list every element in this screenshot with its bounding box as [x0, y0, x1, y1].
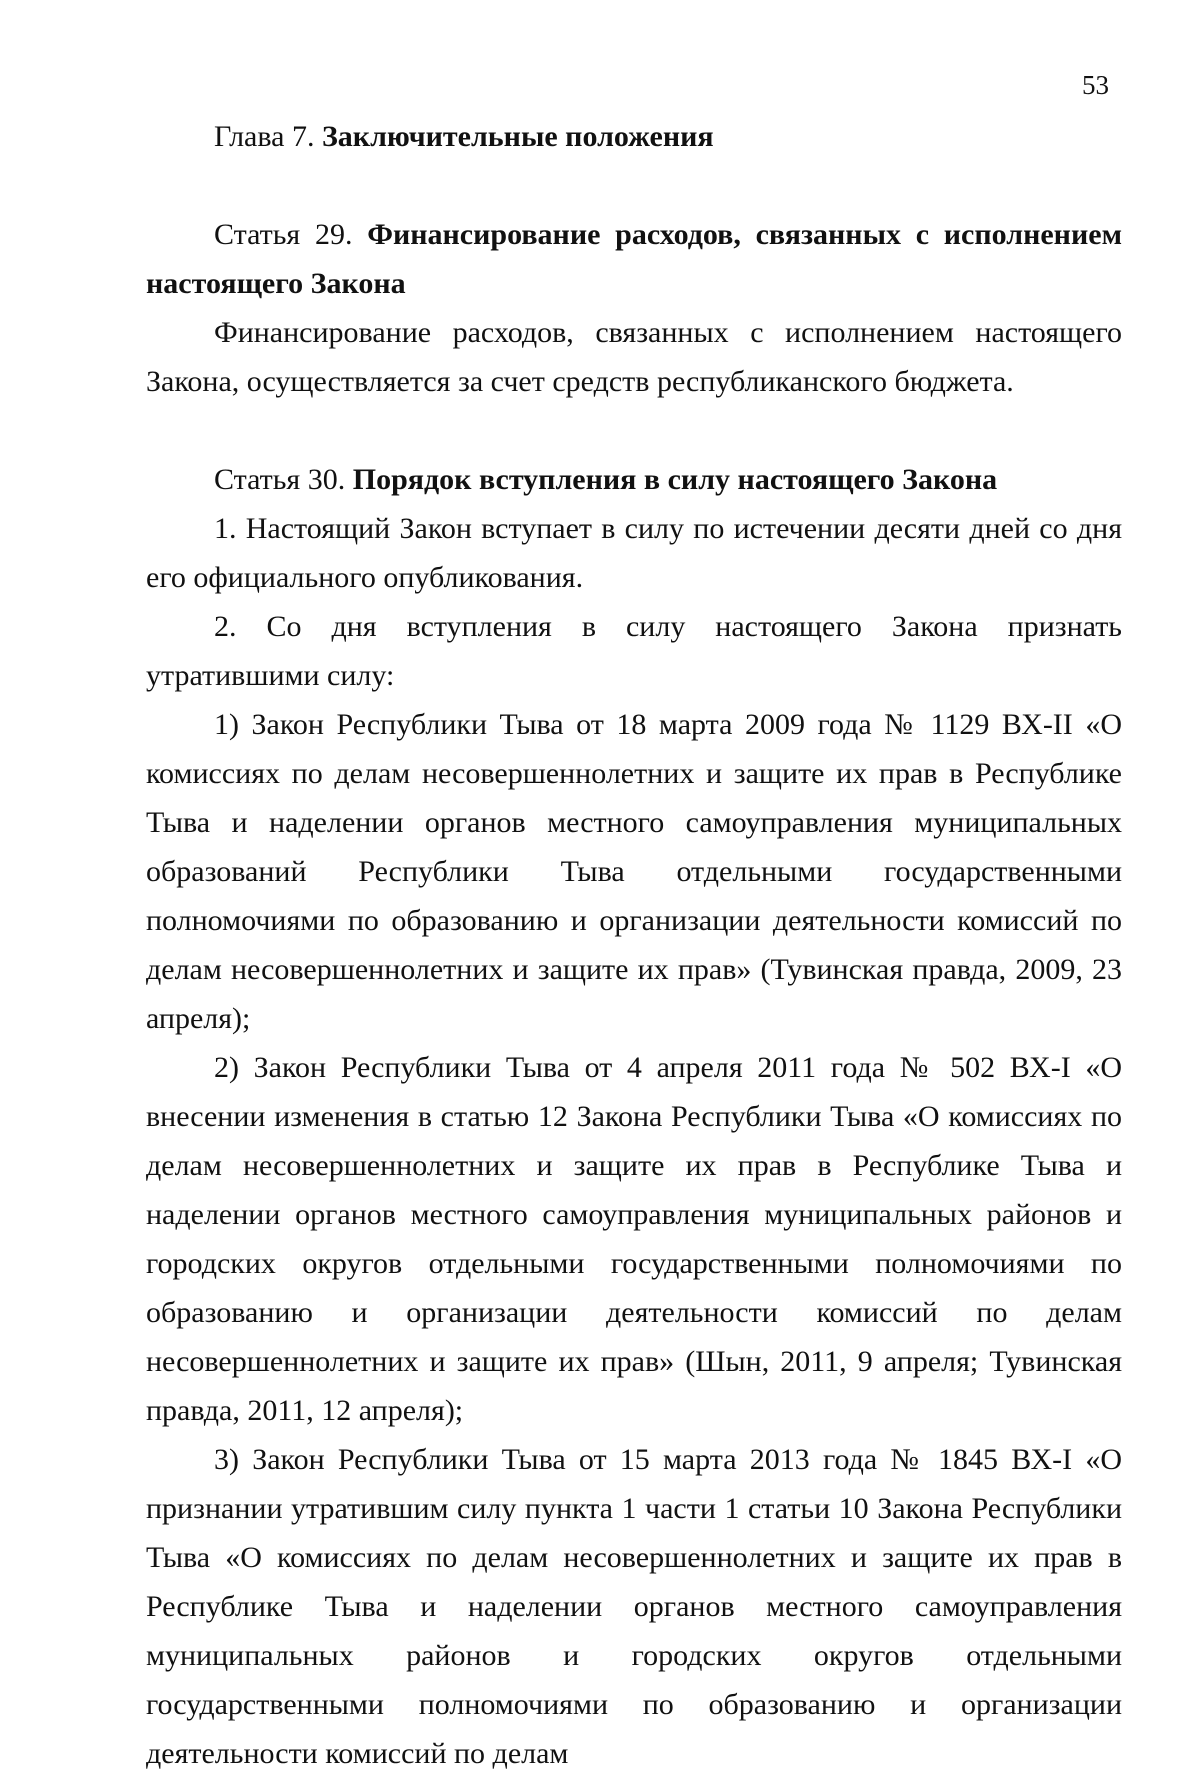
- article-30-paragraph: 3) Закон Республики Тыва от 15 марта 2013 года № 1845 ВХ-I «О признании утратившим силу пункта 1 части 1 статьи 10 Закона Республики Тыва «О комиссиях по делам несовершеннолетних и защите их прав в Республике Тыва и наделении органов местного самоуправления муниципальных районов и городских округов отдельными государственными полномочиями по образованию и организации деятельности комиссий по делам: [146, 1443, 1122, 1770]
- document-body: [146, 112, 1122, 1778]
- article-29-prefix: Статья 29.: [214, 218, 353, 251]
- article-30-title: Порядок вступления в силу настоящего Закона: [352, 463, 998, 496]
- chapter-title: Заключительные положения: [321, 120, 714, 153]
- chapter-heading: [146, 112, 1122, 161]
- article-30-paragraph: 1. Настоящий Закон вступает в силу по истечении десяти дней со дня его официального опубликования.: [146, 512, 1122, 594]
- chapter-prefix: Глава 7.: [214, 120, 315, 153]
- page-number: 53: [1082, 70, 1109, 100]
- article-30-prefix: Статья 30.: [214, 463, 346, 496]
- article-30-paragraph: 2) Закон Республики Тыва от 4 апреля 2011 года № 502 ВХ-I «О внесении изменения в статью 12 Закона Республики Тыва «О комиссиях по делам несовершеннолетних и защите их прав в Республике Тыва и наделении органов местного самоуправления муниципальных районов и городских округов отдельными государственными полномочиями по образованию и организации деятельности комиссий по делам несовершеннолетних и защите их прав» (Шын, 2011, 9 апреля; Тувинская правда, 2011, 12 апреля);: [146, 1051, 1122, 1427]
- article-30-paragraph: 1) Закон Республики Тыва от 18 марта 2009 года № 1129 ВХ-II «О комиссиях по делам несовершеннолетних и защите их прав в Республике Тыва и наделении органов местного самоуправления муниципальных образований Республики Тыва отдельными государственными полномочиями по образованию и организации деятельности комиссий по делам несовершеннолетних и защите их прав» (Тувинская правда, 2009, 23 апреля);: [146, 708, 1122, 1035]
- article-29-title: Финансирование расходов, связанных с исполнением настоящего Закона: [146, 218, 1123, 300]
- article-30-paragraph: 2. Со дня вступления в силу настоящего Закона признать утратившими силу:: [146, 610, 1122, 692]
- article-29-body: Финансирование расходов, связанных с исполнением настоящего Закона, осуществляется за счет средств республиканского бюджета.: [146, 316, 1122, 398]
- article-30-heading: [146, 455, 1122, 504]
- article-29-heading: [146, 210, 1122, 308]
